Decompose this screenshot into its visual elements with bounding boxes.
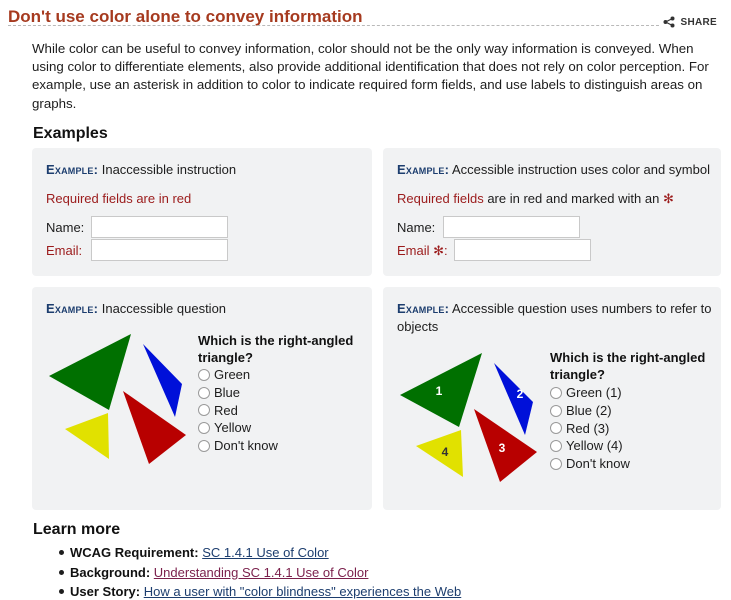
- option-label: Green: [214, 367, 251, 382]
- example-panel-accessible-question: [383, 287, 721, 510]
- radio-button[interactable]: [198, 404, 210, 416]
- radio-button[interactable]: [550, 387, 562, 399]
- learn-more-list: [70, 543, 461, 600]
- option-label: Red: [214, 402, 238, 418]
- option-yellow[interactable]: [550, 437, 630, 455]
- example-title: [46, 161, 236, 179]
- examples-heading: Examples: [33, 125, 108, 142]
- required-rest-text: are in red and marked with an: [483, 191, 663, 206]
- numbered-triangles-figure: [383, 287, 553, 510]
- blue-triangle: [494, 363, 533, 435]
- yellow-triangle: [65, 413, 109, 459]
- option-label: Yellow (4): [566, 438, 623, 454]
- question-text: Which is the right-angled triangle?: [550, 350, 706, 382]
- example-title-text: Accessible question uses numbers to refer to objects: [397, 301, 712, 334]
- intro-paragraph: While color can be useful to convey information, color should not be the only way information is conveyed. When using color to differentiate elements, also provide additional identification that does not rely on color perception. For example, use an asterisk in addition to color to indicate required form fields, and use labels to distinguish areas on graphs.: [32, 41, 709, 111]
- example-panel-accessible-instruction: [383, 148, 721, 276]
- example-tag: Example:: [397, 301, 450, 316]
- share-icon: [663, 16, 675, 28]
- radio-button[interactable]: [550, 422, 562, 434]
- required-instruction: Required fields are in red: [46, 191, 192, 206]
- item-label: Background:: [70, 564, 151, 580]
- option-red[interactable]: [198, 402, 278, 420]
- example-panel-inaccessible-instruction: [32, 148, 372, 276]
- option-label: Red (3): [566, 420, 610, 436]
- triangles-figure: [32, 287, 202, 510]
- list-item: [70, 543, 461, 563]
- option-label: Yellow: [214, 420, 252, 436]
- radio-button[interactable]: [198, 422, 210, 434]
- option-yellow[interactable]: [198, 419, 278, 437]
- option-dont-know[interactable]: [198, 437, 278, 455]
- required-fields-text: Required fields: [397, 191, 484, 206]
- option-blue[interactable]: [198, 384, 278, 402]
- radio-button[interactable]: [198, 440, 210, 452]
- share-label: SHARE: [680, 16, 717, 28]
- title-divider: [8, 25, 659, 26]
- required-instruction: [397, 191, 674, 207]
- triangle-label-4: 4: [441, 445, 449, 459]
- triangle-label-1: 1: [435, 384, 443, 398]
- radio-button[interactable]: [550, 458, 562, 470]
- name-label: Name:: [46, 220, 85, 235]
- example-title: [397, 161, 710, 179]
- page-header: [0, 0, 731, 34]
- item-label: User Story:: [70, 584, 141, 599]
- background-link[interactable]: Understanding SC 1.4.1 Use of Color: [153, 564, 369, 580]
- radio-button[interactable]: [550, 440, 562, 452]
- question-text: Which is the right-angled triangle?: [198, 333, 354, 365]
- email-label: Email ✻:: [397, 243, 448, 258]
- yellow-triangle: [416, 430, 463, 477]
- example-tag: Example:: [397, 162, 450, 177]
- radio-button[interactable]: [198, 369, 210, 381]
- name-field[interactable]: [91, 216, 228, 238]
- radio-button[interactable]: [550, 405, 562, 417]
- triangle-label-2: 2: [516, 387, 524, 401]
- email-label: Email:: [46, 243, 83, 258]
- option-green[interactable]: [198, 366, 278, 384]
- option-label: Blue (2): [566, 402, 612, 418]
- name-field[interactable]: [443, 216, 580, 238]
- option-blue[interactable]: [550, 402, 630, 420]
- answer-options: [550, 384, 630, 473]
- option-green[interactable]: [550, 384, 630, 402]
- triangle-label-3: 3: [498, 441, 506, 455]
- example-tag: Example:: [46, 301, 99, 316]
- option-dont-know[interactable]: [550, 455, 630, 473]
- list-item: [70, 563, 461, 583]
- example-title-text: Inaccessible question: [101, 301, 227, 316]
- asterisk-symbol: ✻: [662, 191, 674, 206]
- share-button[interactable]: [663, 16, 717, 28]
- page-title: Don't use color alone to convey information: [8, 7, 363, 26]
- name-label: Name:: [397, 220, 436, 235]
- option-label: Don't know: [566, 456, 630, 472]
- learn-more-heading: Learn more: [33, 521, 121, 538]
- email-field[interactable]: [454, 239, 591, 261]
- blue-triangle: [143, 344, 182, 417]
- wcag-requirement-link[interactable]: SC 1.4.1 Use of Color: [202, 545, 329, 560]
- list-item: [70, 582, 461, 600]
- green-triangle: [49, 334, 131, 410]
- example-panel-inaccessible-question: [32, 287, 372, 510]
- email-field[interactable]: [91, 239, 228, 261]
- option-label: Don't know: [214, 438, 278, 454]
- user-story-link[interactable]: How a user with "color blindness" experiences the Web: [143, 584, 462, 599]
- example-title-text: Accessible instruction uses color and symbol: [452, 162, 710, 177]
- example-title-text: Inaccessible instruction: [101, 162, 237, 177]
- item-label: WCAG Requirement:: [70, 545, 199, 560]
- example-tag: Example:: [46, 162, 99, 177]
- radio-button[interactable]: [198, 387, 210, 399]
- option-label: Blue: [214, 384, 241, 400]
- option-label: Green (1): [566, 385, 622, 400]
- option-red[interactable]: [550, 420, 630, 438]
- answer-options: [198, 366, 278, 455]
